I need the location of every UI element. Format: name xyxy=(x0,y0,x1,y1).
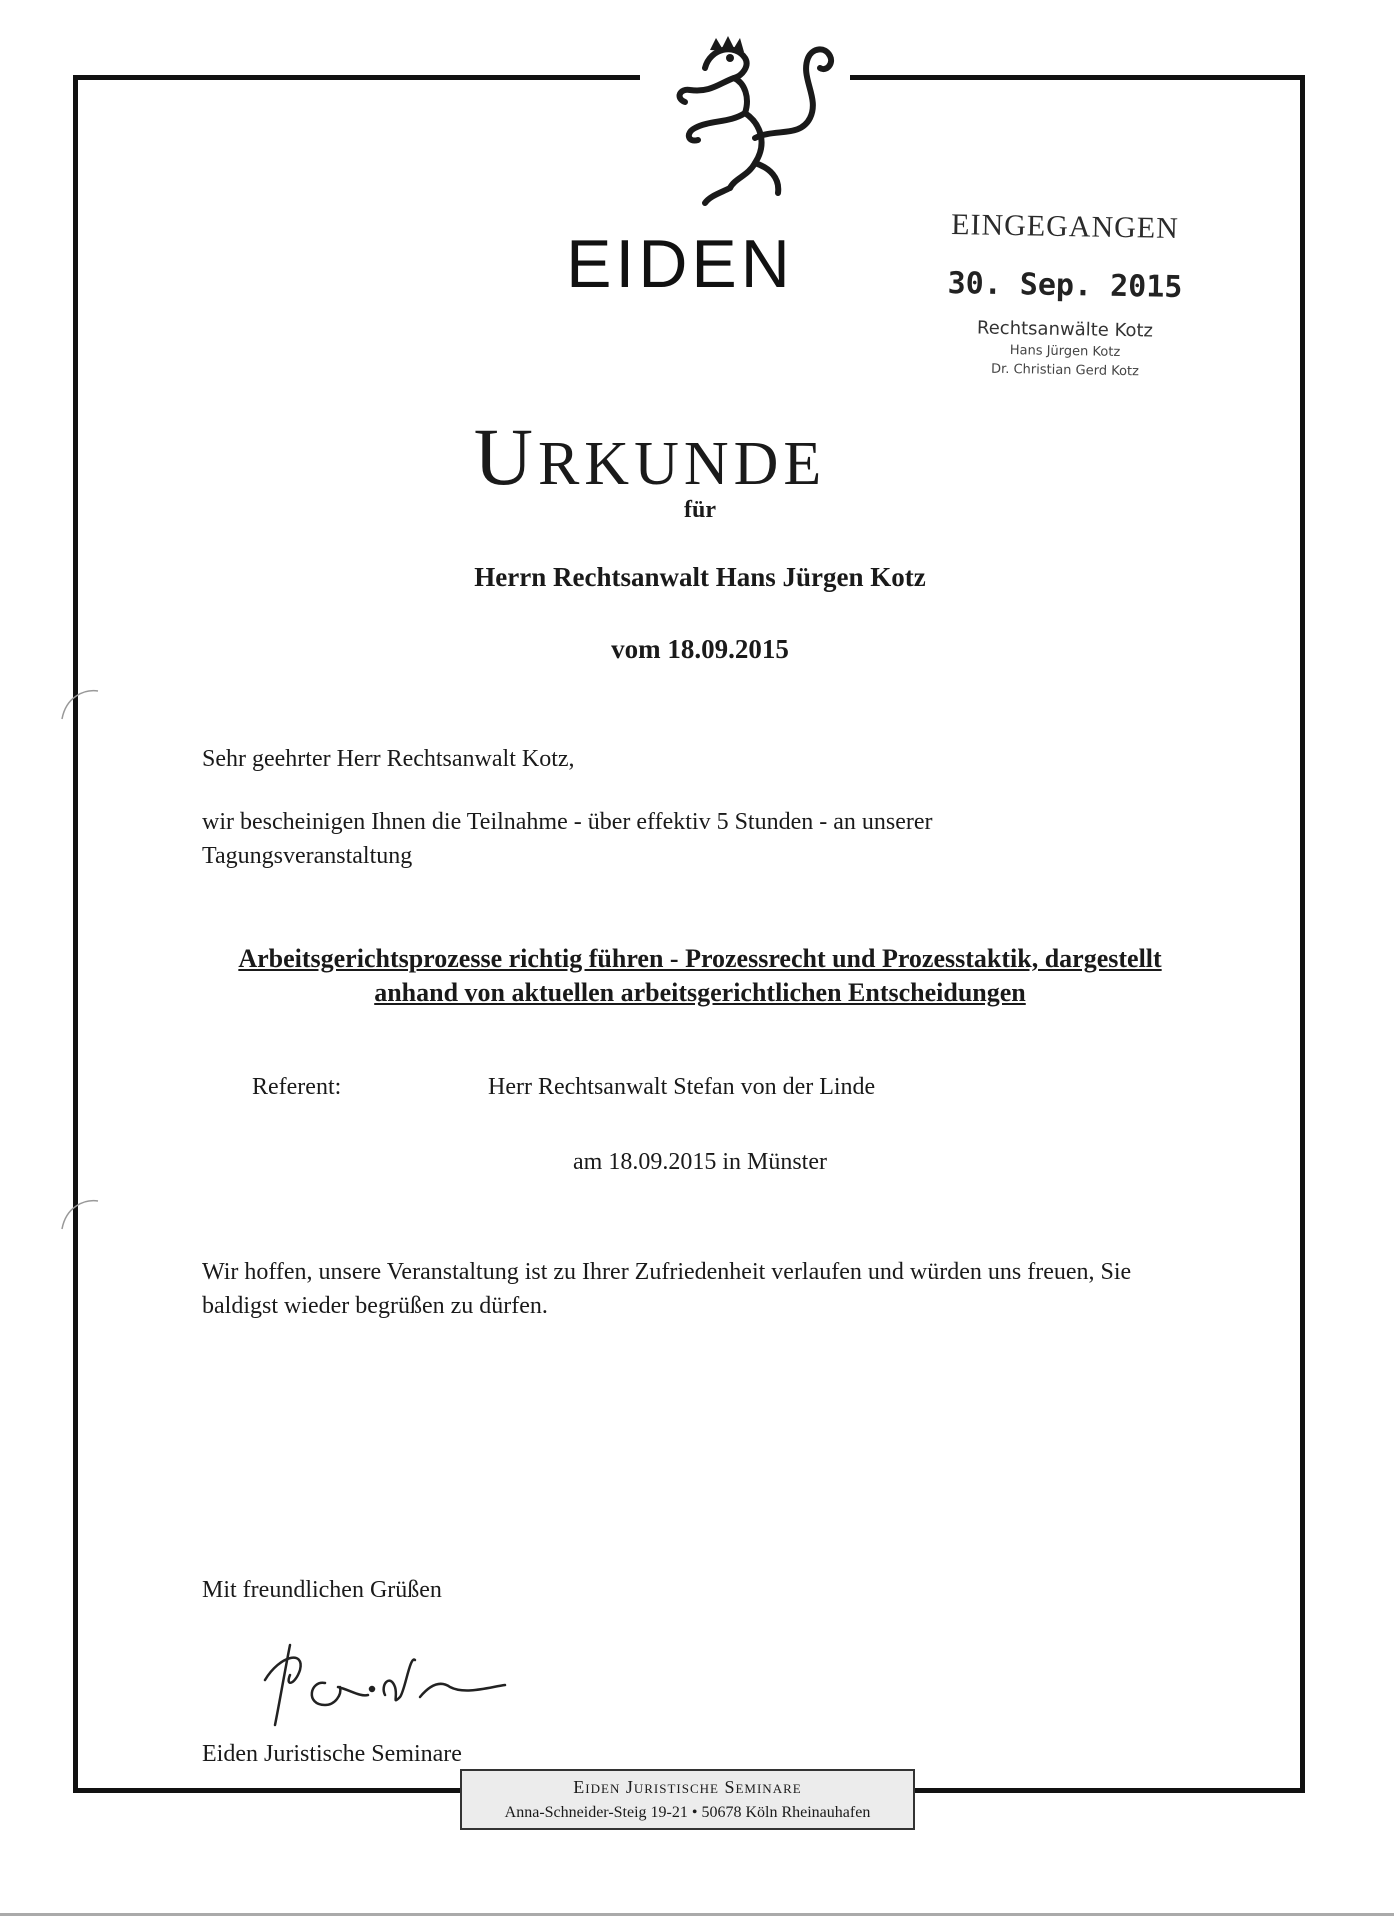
footer-address-box xyxy=(460,1769,915,1830)
title-rest: RKUNDE xyxy=(537,430,827,498)
certificate-date: vom 18.09.2015 xyxy=(611,634,789,664)
stamp-lawyer-2: Dr. Christian Gerd Kotz xyxy=(990,361,1140,380)
regards: Mit freundlichen Grüßen xyxy=(202,1577,442,1603)
brand-wordmark: EIDEN xyxy=(566,226,794,302)
course-title-line-2: anhand von aktuellen arbeitsgerichtlichen Entscheidungen xyxy=(374,978,1026,1007)
footer-company: Eiden Juristische Seminare xyxy=(573,1777,802,1797)
course-title-line-1: Arbeitsgerichtsprozesse richtig führen - Prozessrecht und Prozesstaktik, dargestellt xyxy=(238,944,1162,973)
lion-logo-icon xyxy=(650,28,845,208)
signature xyxy=(250,1625,550,1735)
referent-name: Herr Rechtsanwalt Stefan von der Linde xyxy=(488,1074,876,1100)
received-stamp xyxy=(930,210,1200,378)
title-initial: U xyxy=(473,411,538,502)
punch-hole-icon xyxy=(60,685,100,721)
stamp-lawyer-1: Hans Jürgen Kotz xyxy=(1009,343,1121,360)
for-label: für xyxy=(684,497,716,523)
recipient-name: Herrn Rechtsanwalt Hans Jürgen Kotz xyxy=(474,562,926,592)
stamp-firm: Rechtsanwälte Kotz xyxy=(976,317,1154,342)
course-title xyxy=(200,942,1200,1010)
participation-text: wir bescheinigen Ihnen die Teilnahme - über effektiv 5 Stunden - an unserer Tagungsveranstaltung xyxy=(202,809,933,869)
punch-hole-icon xyxy=(60,1195,100,1231)
certificate-title xyxy=(400,410,900,504)
stamp-date: 30. Sep. 2015 xyxy=(947,265,1183,306)
footer-address: Anna-Schneider-Steig 19-21 • 50678 Köln Rheinauhafen xyxy=(504,1804,871,1821)
scan-edge xyxy=(0,1913,1394,1916)
salutation: Sehr geehrter Herr Rechtsanwalt Kotz, xyxy=(202,746,575,772)
closing-text: Wir hoffen, unsere Veranstaltung ist zu Ihrer Zufriedenheit verlaufen und würden uns freuen, Sie baldigst wieder begrüßen zu dürfen. xyxy=(202,1259,1132,1319)
company-name: Eiden Juristische Seminare xyxy=(202,1741,462,1767)
referent-label: Referent: xyxy=(252,1074,342,1100)
stamp-title: EINGEGANGEN xyxy=(950,208,1180,245)
event-date-place: am 18.09.2015 in Münster xyxy=(573,1149,827,1175)
